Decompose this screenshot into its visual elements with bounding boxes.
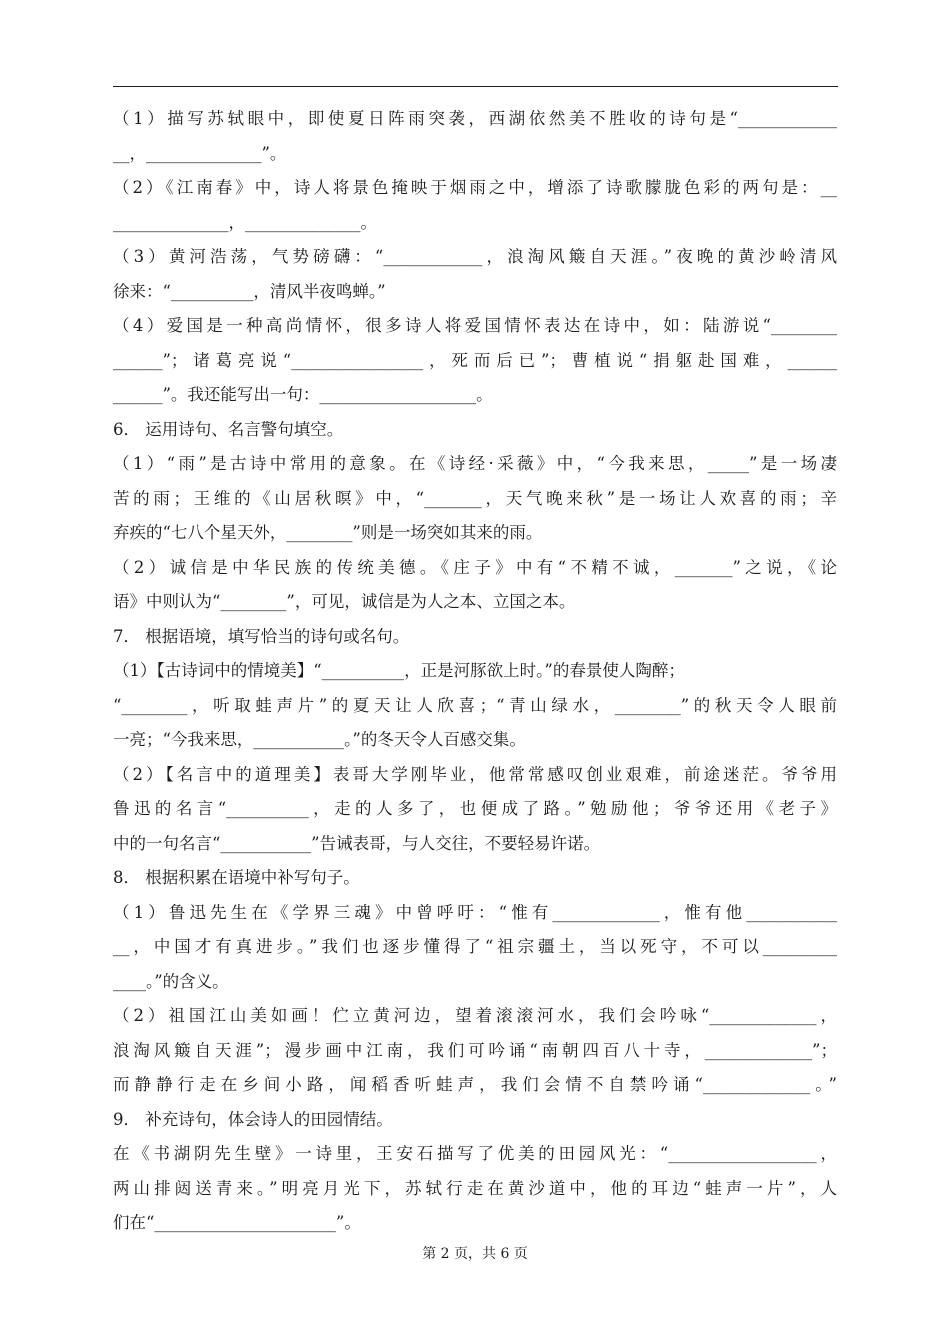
text-line-q7-1-a: （1）【古诗词中的情境美】“__________，正是河豚欲上时。”的春景使人陶醉； — [113, 661, 685, 680]
question-content — [113, 102, 837, 1241]
text-line-q5-2-a: （2）《江南春》中，诗人将景色掩映于烟雨之中，增添了诗歌朦胧色彩的两句是：__ — [113, 178, 837, 197]
text-line-q8-2-c: 而静静行走在乡间小路，闻稻香听蛙声，我们会情不自禁吟诵“_____________。” — [113, 1075, 837, 1094]
text-line-q5-1-b: __，______________”。 — [113, 143, 287, 163]
text-line-q5-3-b: 徐来：“__________，清风半夜鸣蝉。” — [113, 281, 386, 301]
text-line-q8-1-a: （1）鲁迅先生在《学界三魂》中曾呼吁：“惟有_____________，惟有他___________ — [113, 902, 837, 922]
text-line-q5-4-b: ______”；诸葛亮说“________________，死而后已”；曹植说“捐躯赴国难，______ — [113, 350, 837, 370]
header-rule — [113, 86, 838, 87]
text-line-q9-c: 们在“______________________”。 — [113, 1213, 361, 1232]
text-line-q5-4-c: ______”。我还能写出一句：___________________。 — [113, 385, 493, 404]
page-footer: 第 2 页，共 6 页 — [422, 1246, 528, 1262]
text-line-q9: 9． 补充诗句，体会诗人的田园情结。 — [113, 1109, 393, 1129]
text-line-q8-2-a: （2）祖国江山美如画！伫立黄河边，望着滚滚河水，我们会吟咏“_____________， — [113, 1006, 837, 1025]
text-line-q7: 7． 根据语境，填写恰当的诗句或名句。 — [113, 626, 410, 646]
text-line-q5-2-b: ______________，______________。 — [113, 212, 377, 232]
text-line-q7-1-c: 一亮；“今我来思，___________。”的冬天令人百感交集。 — [113, 730, 526, 749]
text-line-q5-1-a: （1）描写苏轼眼中，即使夏日阵雨突袭，西湖依然美不胜收的诗句是“____________ — [113, 109, 837, 128]
text-line-q8: 8． 根据积累在语境中补写句子。 — [113, 868, 360, 887]
text-line-q9-a: 在《书湖阴先生壁》一诗里，王安石描写了优美的田园风光：“__________________， — [113, 1144, 837, 1163]
text-line-q7-2-a: （2）【名言中的道理美】表哥大学刚毕业，他常常感叹创业艰难，前途迷茫。爷爷用 — [113, 764, 837, 784]
text-line-q7-2-b: 鲁迅的名言“__________，走的人多了，也便成了路。”勉励他；爷爷还用《老子》 — [113, 799, 837, 818]
text-line-q6-2-b: 语》中则认为“________”，可见，诚信是为人之本、立国之本。 — [113, 592, 576, 611]
text-line-q5-3-a: （3）黄河浩荡，气势磅礴：“____________，浪淘风簸自天涯。”夜晚的黄沙岭清风 — [113, 247, 837, 266]
text-line-q6-1-c: 弃疾的“七八个星天外，________”则是一场突如其来的雨。 — [113, 523, 543, 542]
text-line-q8-2-b: 浪淘风簸自天涯”；漫步画中江南，我们可吟诵“南朝四百八十寺，_____________”； — [113, 1040, 837, 1060]
text-line-q8-1-c: ____。”的含义。 — [113, 971, 229, 991]
text-line-q7-1-b: “________，听取蛙声片”的夏天让人欣喜；“青山绿水，________”的秋天令人眼前 — [113, 695, 837, 715]
text-line-q9-b: 两山排闼送青来。”明亮月光下，苏轼行走在黄沙道中，他的耳边“蛙声一片”，人 — [113, 1178, 837, 1198]
text-line-q6: 6． 运用诗句、名言警句填空。 — [113, 419, 344, 439]
text-line-q6-1-a: （1）“雨”是古诗中常用的意象。在《诗经·采薇》中，“今我来思，_____”是一场凄 — [113, 454, 837, 473]
text-line-q8-1-b: __，中国才有真进步。”我们也逐步懂得了“祖宗疆土，当以死守，不可以_________ — [113, 937, 837, 956]
text-line-q5-4-a: （4）爱国是一种高尚情怀，很多诗人将爱国情怀表达在诗中，如：陆游说“________ — [113, 316, 837, 335]
text-line-q6-1-b: 苦的雨；王维的《山居秋暝》中，“_______，天气晚来秋”是一场让人欢喜的雨；辛 — [113, 488, 837, 508]
text-line-q6-2-a: （2）诚信是中华民族的传统美德。《庄子》中有“不精不诚，_______”之说，《论 — [113, 557, 837, 577]
text-line-q7-2-c: 中的一句名言“___________”告诫表哥，与人交往，不要轻易许诺。 — [113, 833, 601, 853]
